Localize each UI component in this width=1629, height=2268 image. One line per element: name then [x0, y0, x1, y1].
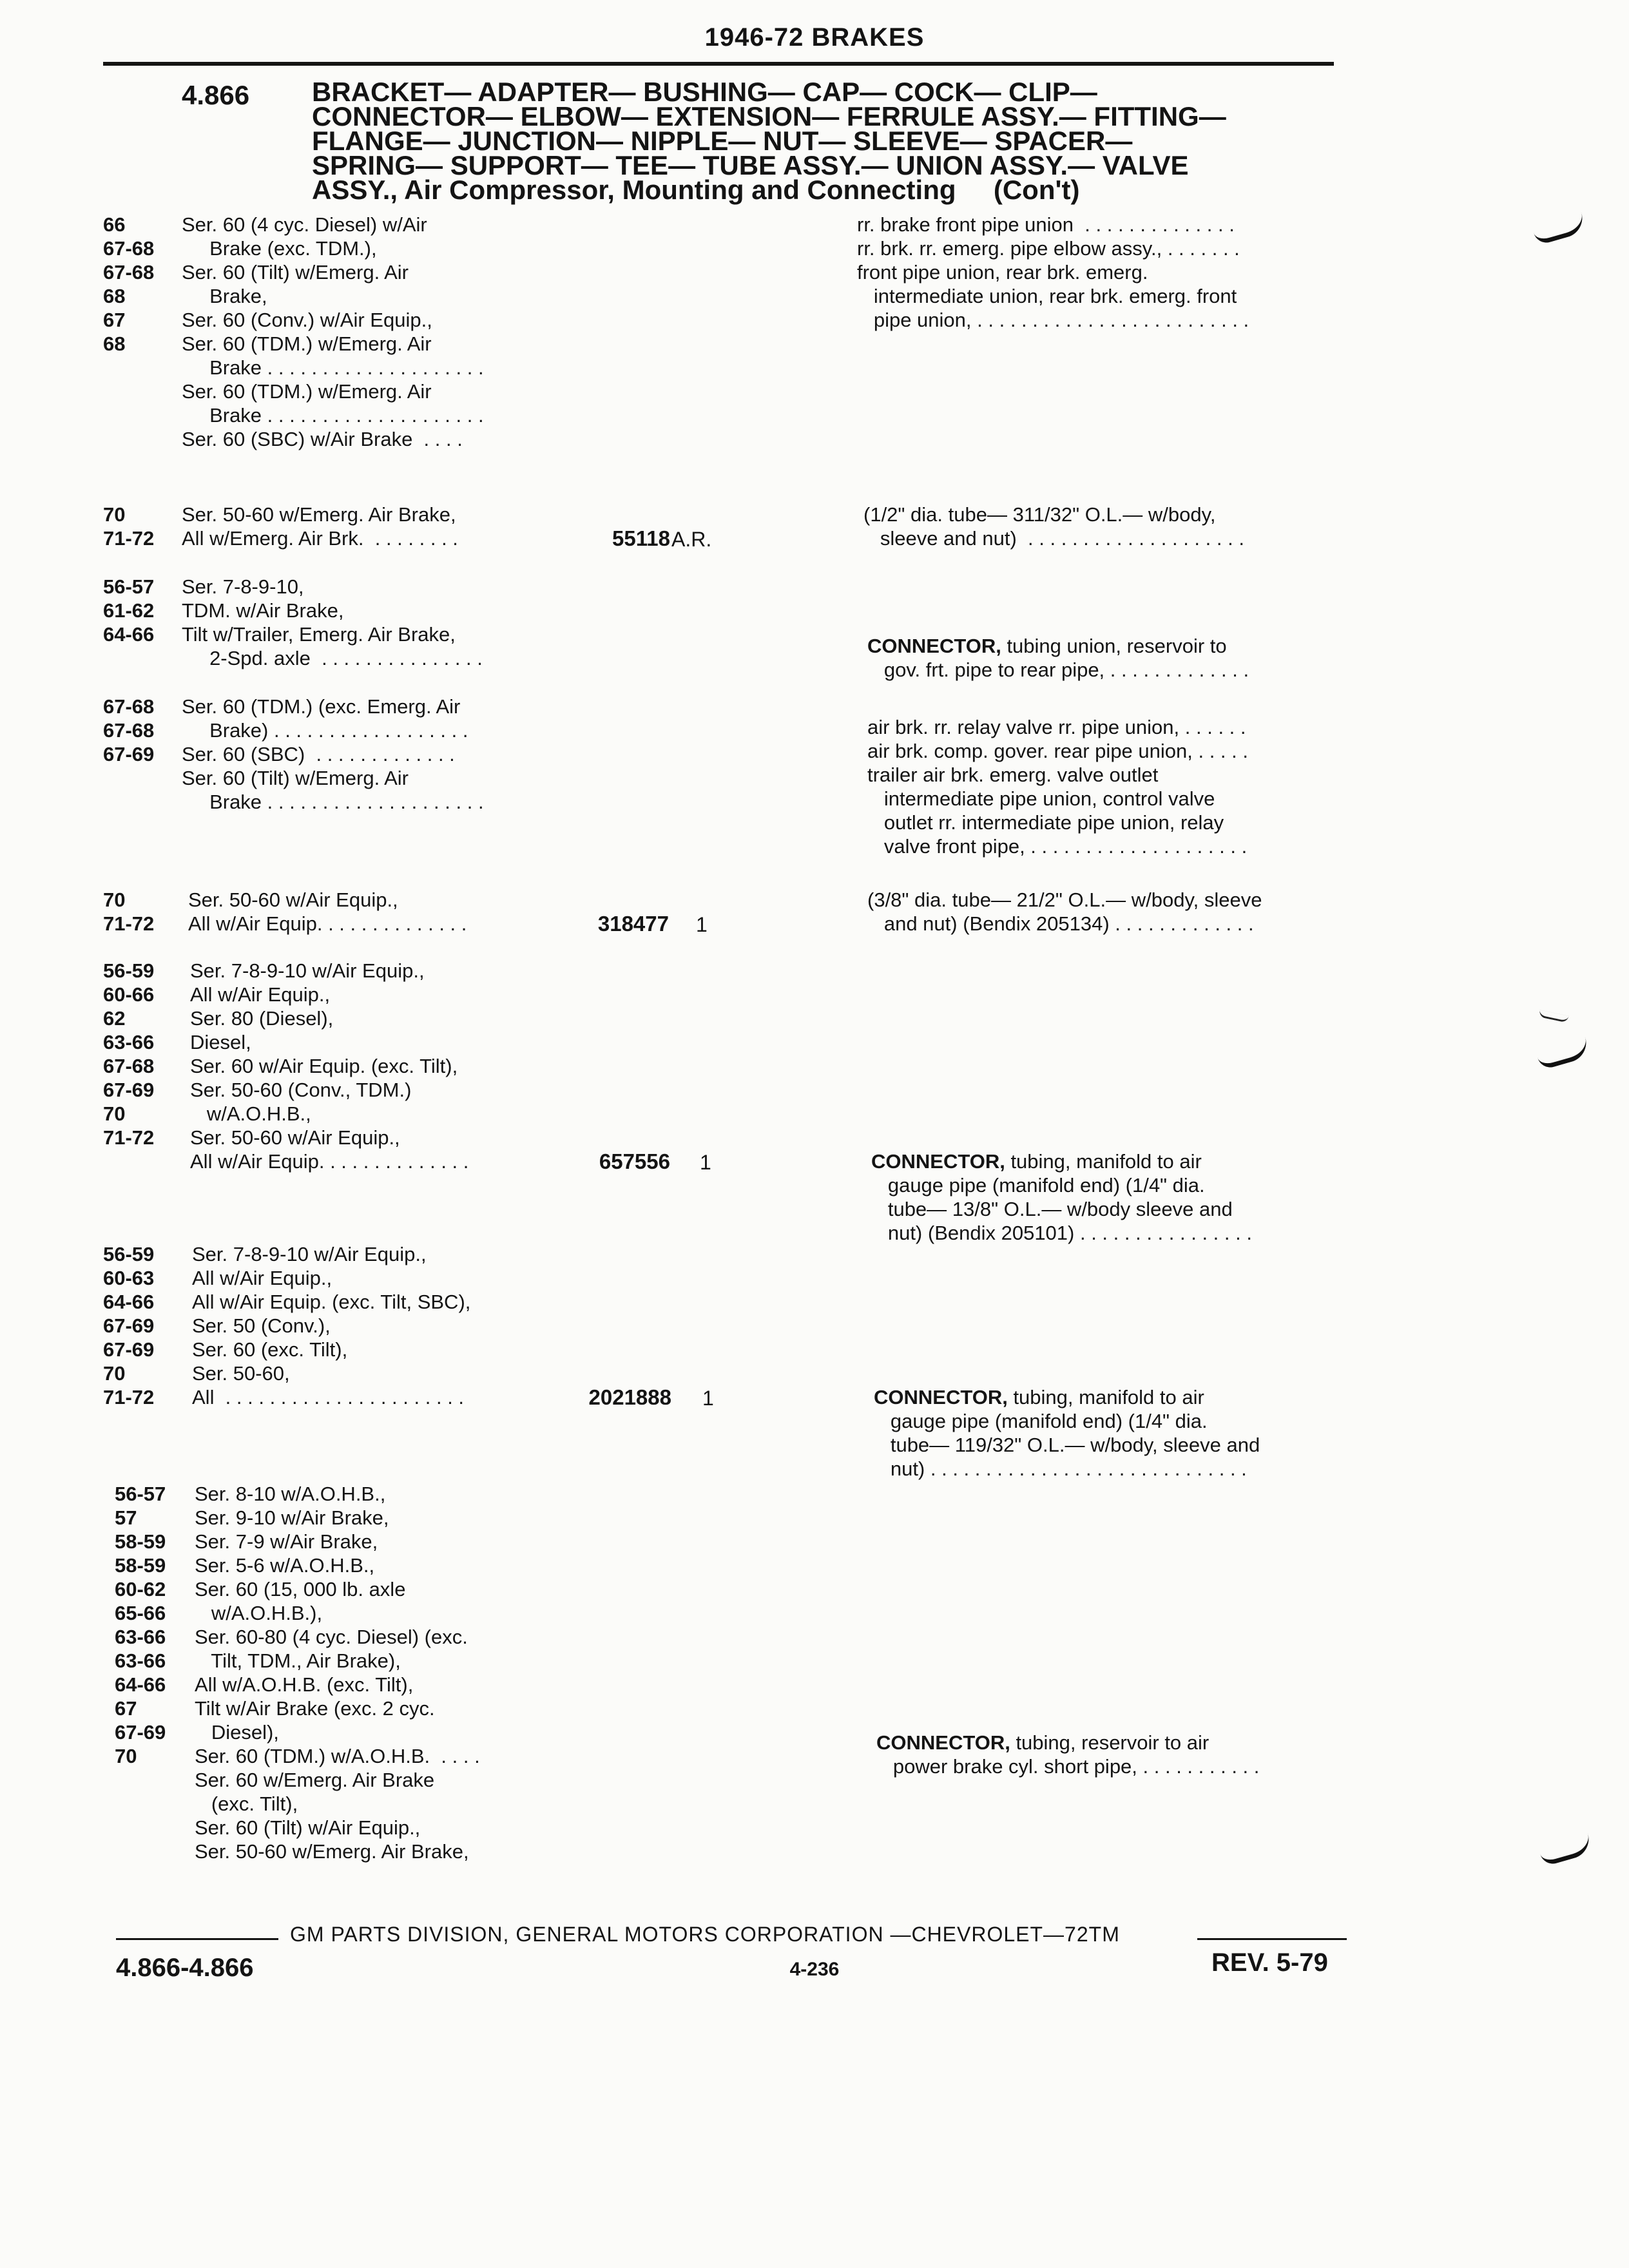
description-line: nut) . . . . . . . . . . . . . . . . . . . . . . . . . . . . . — [874, 1457, 1247, 1480]
page-header-title: 1946-72 BRAKES — [704, 23, 925, 52]
description-column — [874, 1385, 1364, 1481]
application-line: Ser. 60 (Conv.) w/Air Equip., — [182, 309, 432, 331]
year-range: 56-57 — [115, 1483, 166, 1505]
page-number: 4-236 — [789, 1959, 840, 1980]
application-line: All w/Air Equip., — [190, 983, 331, 1006]
year-range: 61-62 — [103, 599, 155, 622]
part-number: 2021888 — [588, 1385, 671, 1409]
years-column — [103, 695, 188, 766]
year-range: 60-66 — [103, 983, 155, 1006]
section-title-line: ASSY., Air Compressor, Mounting and Connecting (Con't) — [312, 175, 1080, 205]
application-line: w/A.O.H.B.), — [195, 1602, 323, 1624]
application-line: Ser. 8-10 w/A.O.H.B., — [195, 1483, 386, 1505]
section-title-line: BRACKET— ADAPTER— BUSHING— CAP— COCK— CLIP— — [312, 77, 1097, 107]
description-line: intermediate union, rear brk. emerg. front — [857, 285, 1237, 307]
application-line: Ser. 7-8-9-10 w/Air Equip., — [192, 1243, 427, 1265]
year-range: 65-66 — [115, 1602, 166, 1624]
application-line: Tilt w/Air Brake (exc. 2 cyc. — [195, 1697, 435, 1720]
footer-corporation: GM PARTS DIVISION, GENERAL MOTORS CORPORATION —CHEVROLET—72TM — [290, 1923, 1120, 1946]
year-range: 60-62 — [115, 1578, 166, 1600]
quantity: 1 — [702, 1387, 714, 1410]
applications-column — [190, 959, 551, 1173]
year-range: 67-68 — [103, 695, 155, 718]
application-line: Brake . . . . . . . . . . . . . . . . . . . . — [182, 356, 484, 379]
application-line: Ser. 7-8-9-10, — [182, 575, 304, 598]
year-range: 56-57 — [103, 575, 155, 598]
application-line: Ser. 50-60 (Conv., TDM.) — [190, 1079, 412, 1101]
year-range: 66 — [103, 213, 126, 236]
description-line: sleeve and nut) . . . . . . . . . . . . . . . . . . . . — [863, 527, 1244, 550]
description-line: (3/8" dia. tube— 21/2" O.L.— w/body, sleeve — [867, 889, 1262, 911]
description-line: trailer air brk. emerg. valve outlet — [867, 764, 1159, 786]
application-line: Ser. 60 (Tilt) w/Emerg. Air — [182, 261, 409, 284]
application-line: Ser. 50-60 w/Emerg. Air Brake, — [195, 1840, 469, 1863]
description-line: gov. frt. pipe to rear pipe, . . . . . . . . . . . . . — [867, 658, 1249, 681]
year-range: 63-66 — [115, 1649, 166, 1672]
application-line: All w/Air Equip., — [192, 1267, 333, 1289]
years-column — [103, 888, 188, 936]
description-line: air brk. rr. relay valve rr. pipe union, . . . . . . — [867, 716, 1246, 738]
application-line: All w/Emerg. Air Brk. . . . . . . . . — [182, 527, 458, 550]
application-line: Brake . . . . . . . . . . . . . . . . . . . . — [182, 404, 484, 427]
description-column — [871, 1149, 1361, 1245]
year-range: 67-69 — [103, 1338, 155, 1361]
application-line: Ser. 80 (Diesel), — [190, 1007, 334, 1030]
item-name: CONNECTOR, — [876, 1731, 1010, 1754]
quantity: 1 — [696, 913, 708, 936]
description-line: tube— 13/8" O.L.— w/body sleeve and — [871, 1198, 1233, 1220]
item-name: CONNECTOR, — [867, 635, 1001, 657]
years-column — [103, 503, 188, 550]
year-range: 63-66 — [115, 1626, 166, 1648]
application-line: Ser. 60 (SBC) w/Air Brake . . . . — [182, 428, 463, 450]
application-line: w/A.O.H.B., — [190, 1102, 311, 1125]
application-line: Ser. 50-60 w/Air Equip., — [188, 889, 398, 911]
application-line: Ser. 60 (TDM.) w/Emerg. Air — [182, 380, 432, 403]
application-line: Ser. 60 (15, 000 lb. axle — [195, 1578, 406, 1600]
application-line: All w/A.O.H.B. (exc. Tilt), — [195, 1673, 414, 1696]
year-range: 67-68 — [103, 261, 155, 284]
year-range: 62 — [103, 1007, 126, 1030]
application-line: Ser. 5-6 w/A.O.H.B., — [195, 1554, 375, 1577]
description-line: air brk. comp. gover. rear pipe union, . . . . . — [867, 740, 1248, 762]
years-column — [115, 1482, 200, 1768]
year-range: 70 — [103, 1102, 126, 1125]
application-line: (exc. Tilt), — [195, 1792, 298, 1815]
description-column — [876, 1731, 1366, 1778]
description-line: (1/2" dia. tube— 311/32" O.L.— w/body, — [863, 503, 1216, 526]
application-line: 2-Spd. axle . . . . . . . . . . . . . . . — [182, 647, 483, 669]
description-column — [867, 888, 1357, 936]
application-line: Ser. 60 (Tilt) w/Air Equip., — [195, 1816, 421, 1839]
description-line: gauge pipe (manifold end) (1/4" dia. — [874, 1410, 1208, 1432]
description-line: power brake cyl. short pipe, . . . . . . . . . . . — [876, 1755, 1260, 1778]
year-range: 57 — [115, 1506, 137, 1529]
year-range: 67-69 — [103, 1314, 155, 1337]
applications-column — [182, 695, 543, 814]
application-line: Ser. 60 (TDM.) (exc. Emerg. Air — [182, 695, 461, 718]
year-range: 67-69 — [115, 1721, 166, 1744]
year-range: 71-72 — [103, 1126, 155, 1149]
application-line: All w/Air Equip. (exc. Tilt, SBC), — [192, 1291, 471, 1313]
application-line: Ser. 50-60 w/Air Equip., — [190, 1126, 400, 1149]
margin-mark — [1532, 213, 1586, 246]
application-line: Brake (exc. TDM.), — [182, 237, 377, 260]
year-range: 67-69 — [103, 1079, 155, 1101]
year-range: 67-68 — [103, 719, 155, 742]
description-line: tubing, manifold to air — [1007, 1386, 1204, 1408]
description-line: rr. brake front pipe union . . . . . . . . . . . . . . — [857, 213, 1235, 236]
year-range: 63-66 — [103, 1031, 155, 1053]
year-range: 58-59 — [115, 1530, 166, 1553]
application-line: TDM. w/Air Brake, — [182, 599, 344, 622]
description-column — [867, 634, 1357, 682]
application-line: Ser. 60 (Tilt) w/Emerg. Air — [182, 767, 409, 789]
application-line: Ser. 9-10 w/Air Brake, — [195, 1506, 389, 1529]
year-range: 64-66 — [103, 1291, 155, 1313]
year-range: 70 — [115, 1745, 137, 1767]
description-line: tubing, manifold to air — [1005, 1150, 1202, 1173]
year-range: 71-72 — [103, 912, 155, 935]
year-range: 67 — [103, 309, 126, 331]
section-title-line: SPRING— SUPPORT— TEE— TUBE ASSY.— UNION ASSY.— VALVE — [312, 150, 1189, 180]
application-line: Ser. 7-9 w/Air Brake, — [195, 1530, 378, 1553]
year-range: 68 — [103, 285, 126, 307]
margin-mark — [1536, 1037, 1590, 1071]
application-line: Ser. 60-80 (4 cyc. Diesel) (exc. — [195, 1626, 468, 1648]
description-line: nut) (Bendix 205101) . . . . . . . . . . . . . . . . — [871, 1222, 1252, 1244]
application-line: Brake . . . . . . . . . . . . . . . . . . . . — [182, 791, 484, 813]
description-line: tubing union, reservoir to — [1001, 635, 1227, 657]
quantity: A.R. — [671, 528, 712, 551]
application-line: Ser. 60 w/Emerg. Air Brake — [195, 1769, 435, 1791]
year-range: 58-59 — [115, 1554, 166, 1577]
application-line: Tilt, TDM., Air Brake), — [195, 1649, 401, 1672]
description-line: rr. brk. rr. emerg. pipe elbow assy., . . . . . . . — [857, 237, 1240, 260]
year-range: 56-59 — [103, 959, 155, 982]
application-line: Ser. 60 (SBC) . . . . . . . . . . . . . — [182, 743, 455, 765]
application-line: Ser. 50 (Conv.), — [192, 1314, 331, 1337]
description-line: valve front pipe, . . . . . . . . . . . . . . . . . . . . — [867, 835, 1248, 858]
application-line: Diesel, — [190, 1031, 251, 1053]
applications-column — [195, 1482, 555, 1863]
margin-mark — [1538, 1010, 1568, 1023]
applications-column — [182, 213, 543, 451]
description-line: intermediate pipe union, control valve — [867, 787, 1215, 810]
year-range: 60-63 — [103, 1267, 155, 1289]
description-line: front pipe union, rear brk. emerg. — [857, 261, 1148, 284]
applications-column — [192, 1242, 553, 1409]
application-line: Brake) . . . . . . . . . . . . . . . . . . — [182, 719, 468, 742]
application-line: Ser. 60 (4 cyc. Diesel) w/Air — [182, 213, 427, 236]
application-line: Ser. 60 (TDM.) w/Emerg. Air — [182, 332, 432, 355]
application-line: Ser. 60 (TDM.) w/A.O.H.B. . . . . — [195, 1745, 480, 1767]
application-line: Tilt w/Trailer, Emerg. Air Brake, — [182, 623, 456, 646]
application-line: Ser. 60 (exc. Tilt), — [192, 1338, 348, 1361]
section-number: 4.866 — [182, 80, 250, 110]
application-line: All w/Air Equip. . . . . . . . . . . . . . — [190, 1150, 469, 1173]
application-line: All . . . . . . . . . . . . . . . . . . . . . . — [192, 1386, 465, 1408]
application-line: Ser. 50-60, — [192, 1362, 290, 1385]
header-rule — [103, 62, 1334, 66]
year-range: 70 — [103, 1362, 126, 1385]
margin-mark — [1538, 1834, 1593, 1867]
description-column — [857, 213, 1347, 332]
application-line: Ser. 50-60 w/Emerg. Air Brake, — [182, 503, 456, 526]
year-range: 67-69 — [103, 743, 155, 765]
year-range: 67-68 — [103, 237, 155, 260]
application-line: Brake, — [182, 285, 267, 307]
description-line: pipe union, . . . . . . . . . . . . . . . . . . . . . . . . . — [857, 309, 1249, 331]
applications-column — [182, 503, 543, 550]
description-line: gauge pipe (manifold end) (1/4" dia. — [871, 1174, 1205, 1196]
year-range: 70 — [103, 889, 126, 911]
footer-rule — [116, 1938, 278, 1940]
year-range: 64-66 — [103, 623, 155, 646]
revision: REV. 5-79 — [1211, 1948, 1328, 1977]
year-range: 64-66 — [115, 1673, 166, 1696]
year-range: 71-72 — [103, 527, 155, 550]
description-column — [863, 503, 1353, 550]
year-range: 56-59 — [103, 1243, 155, 1265]
part-number: 318477 — [597, 912, 669, 936]
year-range: 67-68 — [103, 1055, 155, 1077]
years-column — [103, 959, 188, 1149]
description-column — [867, 715, 1357, 858]
application-line: Diesel), — [195, 1721, 279, 1744]
item-name: CONNECTOR, — [874, 1386, 1008, 1408]
description-line: tube— 119/32" O.L.— w/body, sleeve and — [874, 1434, 1260, 1456]
description-line: tubing, reservoir to air — [1010, 1731, 1210, 1754]
years-column — [103, 213, 188, 356]
footer-range: 4.866-4.866 — [116, 1954, 254, 1982]
years-column — [103, 575, 188, 646]
year-range: 68 — [103, 332, 126, 355]
applications-column — [188, 888, 549, 936]
description-line: and nut) (Bendix 205134) . . . . . . . . . . . . . — [867, 912, 1254, 935]
years-column — [103, 1242, 188, 1409]
year-range: 67 — [115, 1697, 137, 1720]
year-range: 70 — [103, 503, 126, 526]
applications-column — [182, 575, 543, 670]
year-range: 71-72 — [103, 1386, 155, 1408]
footer-rule — [1197, 1938, 1347, 1940]
application-line: Ser. 60 w/Air Equip. (exc. Tilt), — [190, 1055, 458, 1077]
section-title-line: CONNECTOR— ELBOW— EXTENSION— FERRULE ASSY.— FITTING— — [312, 101, 1226, 131]
application-line: Ser. 7-8-9-10 w/Air Equip., — [190, 959, 425, 982]
quantity: 1 — [700, 1151, 711, 1174]
section-title-line: FLANGE— JUNCTION— NIPPLE— NUT— SLEEVE— SPACER— — [312, 126, 1133, 156]
item-name: CONNECTOR, — [871, 1150, 1005, 1173]
part-number: 55118 — [612, 526, 670, 550]
description-line: outlet rr. intermediate pipe union, relay — [867, 811, 1224, 834]
section-title — [312, 77, 1226, 205]
application-line: All w/Air Equip. . . . . . . . . . . . . . — [188, 912, 467, 935]
part-number: 657556 — [599, 1149, 670, 1173]
